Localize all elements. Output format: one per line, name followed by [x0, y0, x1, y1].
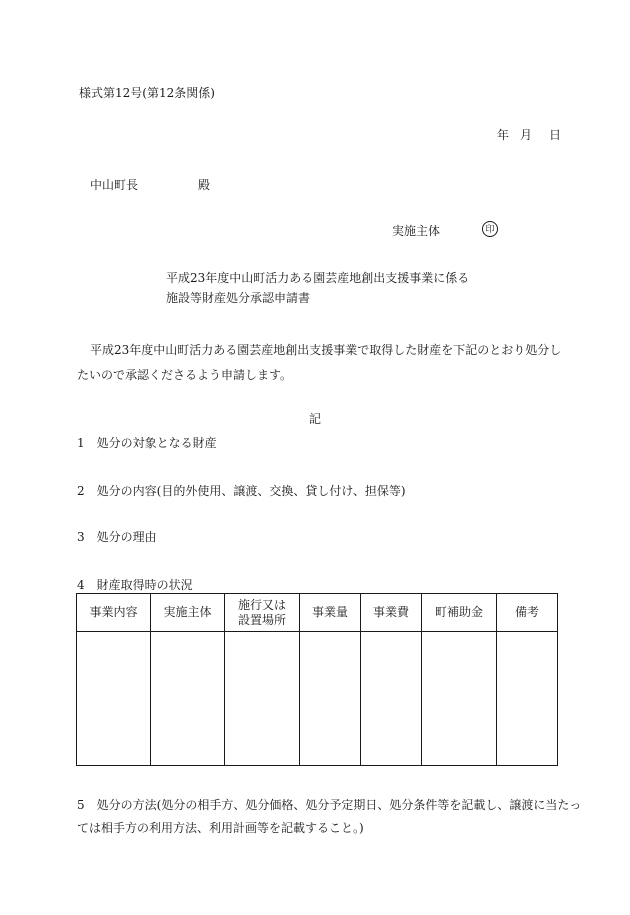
item-2: 2 処分の内容(目的外使用、譲渡、交換、貸し付け、担保等) — [77, 484, 406, 498]
date-day-label: 日 — [549, 128, 562, 142]
addressee-honorific: 殿 — [198, 178, 211, 192]
body-text-line1: 平成23年度中山町活力ある園芸産地創出支援事業で取得した財産を下記のとおり処分し — [90, 343, 562, 357]
header-implementing-body: 実施主体 — [151, 594, 225, 632]
item-1: 1 処分の対象となる財産 — [77, 436, 217, 450]
cell-project-cost[interactable] — [361, 632, 422, 766]
document-title-line1: 平成23年度中山町活力ある園芸産地創出支援事業に係る — [166, 271, 470, 285]
item-4: 4 財産取得時の状況 — [77, 578, 193, 592]
cell-project-volume[interactable] — [300, 632, 361, 766]
table-row — [77, 632, 558, 766]
date-month-label: 月 — [520, 128, 533, 142]
cell-remarks[interactable] — [497, 632, 558, 766]
header-project-cost: 事業費 — [361, 594, 422, 632]
item-5-line2: ては相手方の利用方法、利用計画等を記載すること。) — [77, 821, 364, 835]
cell-town-subsidy[interactable] — [422, 632, 497, 766]
cell-project-content[interactable] — [77, 632, 151, 766]
header-project-volume: 事業量 — [300, 594, 361, 632]
body-text-line2: たいので承認くださるよう申請します。 — [77, 368, 293, 382]
header-remarks: 備考 — [497, 594, 558, 632]
seal-icon: 印 — [482, 221, 498, 237]
item-3: 3 処分の理由 — [77, 530, 157, 544]
date-line — [497, 127, 561, 143]
cell-implementing-body[interactable] — [151, 632, 225, 766]
addressee — [90, 177, 210, 193]
asset-table — [76, 593, 558, 766]
header-location: 施行又は 設置場所 — [225, 594, 300, 632]
form-number: 様式第12号(第12条関係) — [79, 86, 215, 100]
document-title-line2: 施設等財産処分承認申請書 — [166, 291, 311, 305]
item-5-line1: 5 処分の方法(処分の相手方、処分価格、処分予定期日、処分条件等を記載し、譲渡に当たっ — [77, 798, 582, 812]
applicant-label: 実施主体 — [392, 224, 441, 238]
ki-heading: 記 — [309, 412, 322, 426]
addressee-name: 中山町長 — [90, 178, 139, 192]
header-project-content: 事業内容 — [77, 594, 151, 632]
date-year-label: 年 — [497, 128, 510, 142]
cell-location[interactable] — [225, 632, 300, 766]
table-header-row — [77, 594, 558, 632]
header-town-subsidy: 町補助金 — [422, 594, 497, 632]
